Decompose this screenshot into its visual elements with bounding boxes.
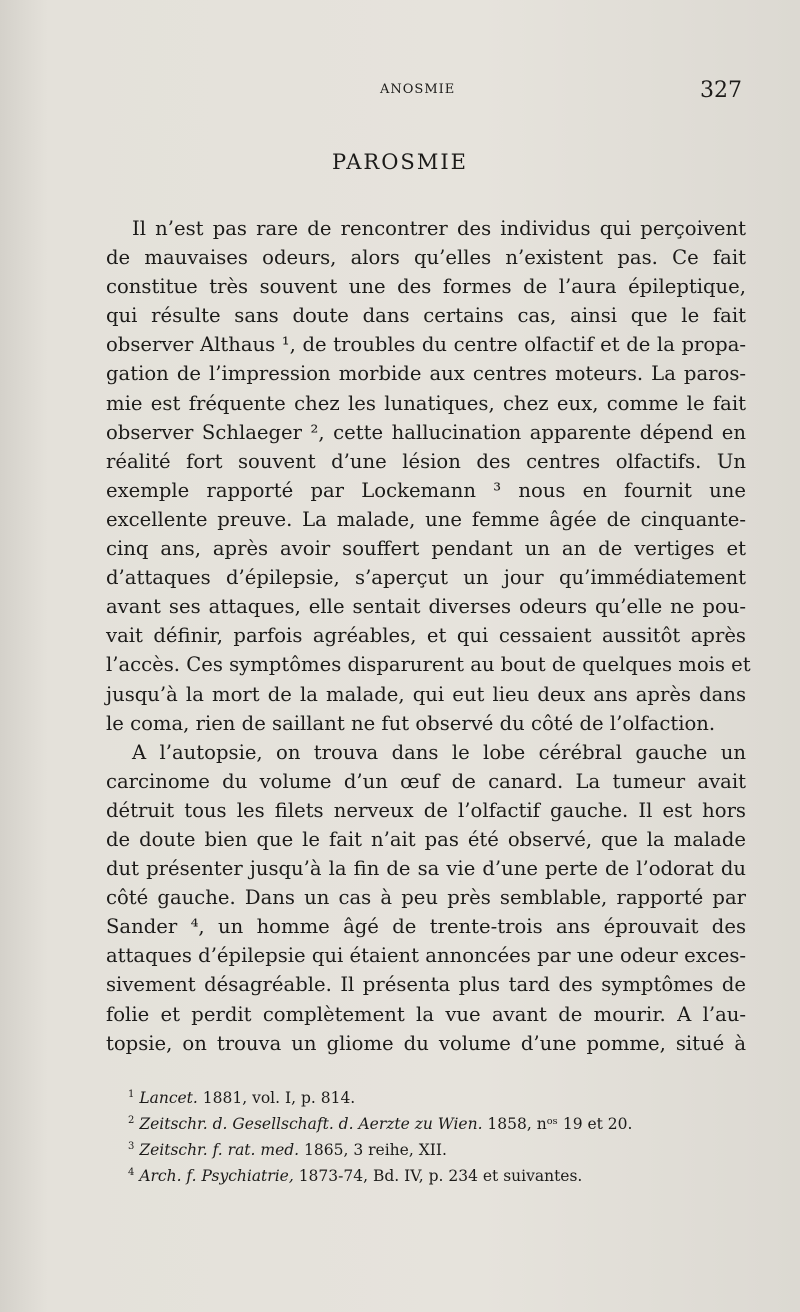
- text-line: d’attaques d’épilepsie, s’aperçut un jour qu’immédiatement: [106, 566, 746, 590]
- footnote: [128, 1085, 738, 1111]
- footnote-source: Zeitschr. f. rat. med.: [139, 1141, 300, 1159]
- footnote-mark: 1: [128, 1088, 135, 1100]
- footnote-source: Lancet.: [139, 1089, 198, 1107]
- text-line: A l’autopsie, on trouva dans le lobe cérébral gauche un: [132, 740, 746, 764]
- text-line: de doute bien que le fait n’ait pas été observé, que la malade: [106, 827, 746, 851]
- footnote-mark: 2: [128, 1114, 135, 1126]
- footnote-source: Zeitschr. d. Gesellschaft. d. Aerzte zu Wien.: [139, 1115, 483, 1133]
- footnote: [128, 1111, 738, 1137]
- section-title: PAROSMIE: [332, 150, 468, 174]
- text-line: vait définir, parfois agréables, et qui cessaient aussitôt après: [106, 624, 746, 648]
- footnote: [128, 1163, 738, 1189]
- text-line: détruit tous les filets nerveux de l’olfactif gauche. Il est hors: [106, 798, 746, 822]
- running-title: ANOSMIE: [380, 82, 456, 97]
- footnote-detail: 1865, 3 reihe, XII.: [299, 1141, 447, 1159]
- text-line: observer Althaus ¹, de troubles du centre olfactif et de la propa-: [106, 333, 746, 357]
- footnote-mark: 3: [128, 1140, 135, 1152]
- text-line: observer Schlaeger ², cette hallucination apparente dépend en: [106, 420, 746, 444]
- text-line: jusqu’à la mort de la malade, qui eut lieu deux ans après dans: [106, 682, 746, 706]
- footnote-detail: 1881, vol. I, p. 814.: [197, 1089, 356, 1107]
- text-line: folie et perdit complètement la vue avant de mourir. A l’au-: [106, 1002, 746, 1026]
- text-line: exemple rapporté par Lockemann ³ nous en fournit une: [106, 478, 746, 502]
- text-line: sivement désagréable. Il présenta plus tard des symptômes de: [106, 973, 746, 997]
- text-line: mie est fréquente chez les lunatiques, chez eux, comme le fait: [106, 391, 746, 415]
- text-line: le coma, rien de saillant ne fut observé du côté de l’olfaction.: [106, 711, 716, 735]
- text-line: qui résulte sans doute dans certains cas, ainsi que le fait: [106, 304, 746, 328]
- text-line: topsie, on trouva un gliome du volume d’une pomme, situé à: [106, 1031, 746, 1055]
- text-line: cinq ans, après avoir souffert pendant un an de vertiges et: [106, 537, 746, 561]
- text-line: avant ses attaques, elle sentait diverses odeurs qu’elle ne pou-: [106, 595, 746, 619]
- text-line: réalité fort souvent d’une lésion des centres olfactifs. Un: [106, 449, 746, 473]
- footnote-source: Arch. f. Psychiatrie,: [139, 1167, 294, 1185]
- footnote-mark: 4: [128, 1166, 135, 1178]
- text-line: dut présenter jusqu’à la fin de sa vie d’une perte de l’odorat du: [106, 857, 746, 881]
- footnote-detail: 1858, nᵒˢ 19 et 20.: [482, 1115, 633, 1133]
- footnote: [128, 1137, 738, 1163]
- text-line: l’accès. Ces symptômes disparurent au bout de quelques mois et: [106, 653, 751, 677]
- page-number: 327: [700, 78, 742, 103]
- footnote-detail: 1873-74, Bd. IV, p. 234 et suivantes.: [293, 1167, 583, 1185]
- footnotes: [128, 1085, 738, 1189]
- text-line: gation de l’impression morbide aux centres moteurs. La paros-: [106, 362, 746, 386]
- text-line: Il n’est pas rare de rencontrer des individus qui perçoivent: [132, 217, 746, 240]
- text-line: constitue très souvent une des formes de l’aura épileptique,: [106, 275, 746, 299]
- text-line: de mauvaises odeurs, alors qu’elles n’existent pas. Ce fait: [106, 246, 746, 270]
- running-head: [0, 78, 800, 108]
- text-line: attaques d’épilepsie qui étaient annoncées par une odeur exces-: [106, 944, 746, 968]
- text-line: Sander ⁴, un homme âgé de trente-trois ans éprouvait des: [106, 915, 746, 939]
- text-line: excellente preuve. La malade, une femme âgée de cinquante-: [106, 507, 746, 531]
- text-line: carcinome du volume d’un œuf de canard. La tumeur avait: [106, 769, 746, 793]
- body-text: [106, 214, 751, 1058]
- text-line: côté gauche. Dans un cas à peu près semblable, rapporté par: [106, 886, 746, 910]
